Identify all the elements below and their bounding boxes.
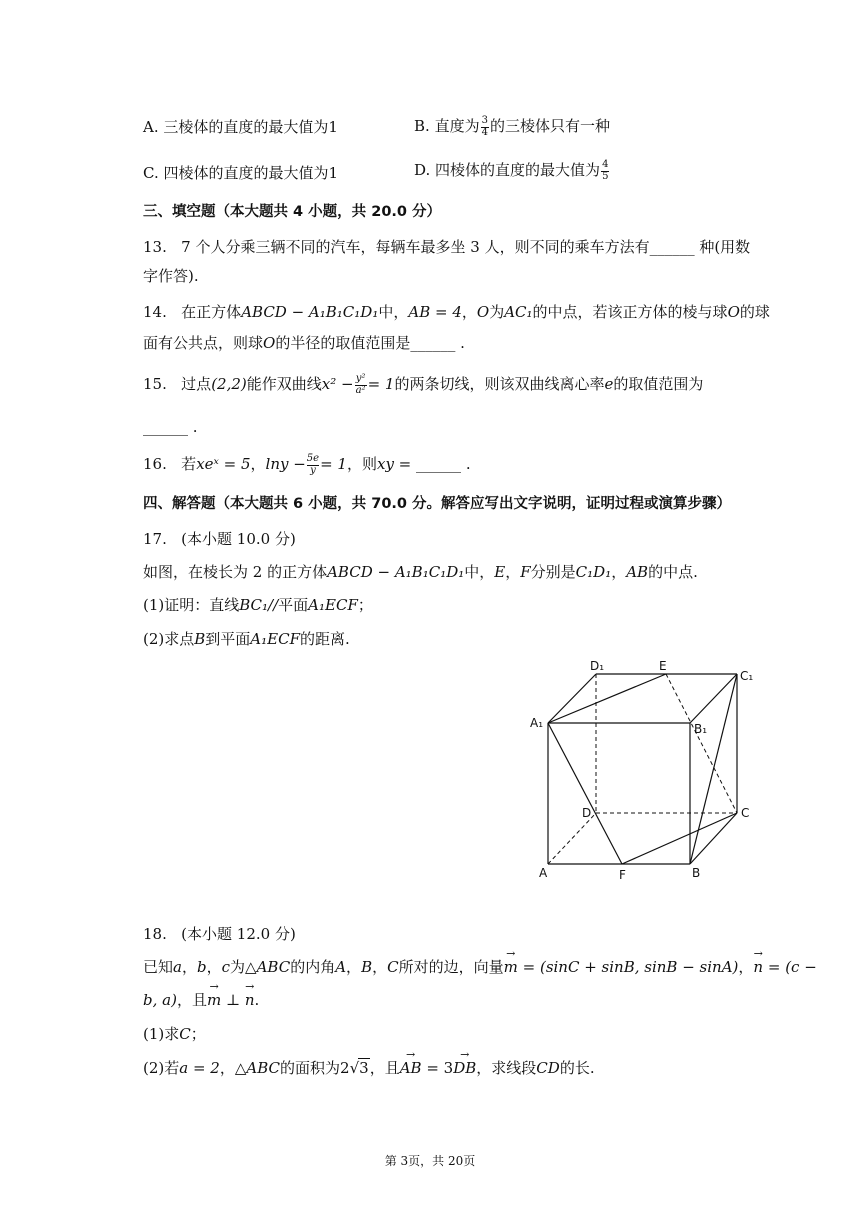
text: ， [250,455,266,473]
page-footer: 第 3页，共 20页 [384,1154,476,1168]
text: (2)若 [143,1059,180,1077]
text: ，且 [369,1059,400,1077]
text: 的长. [559,1059,595,1077]
edge-A1-D1 [548,674,596,723]
option-c [143,164,338,182]
question-number: 17. [143,530,167,548]
math: ABC [256,958,291,976]
question-18-line-1 [143,958,817,976]
label-D1: D₁ [590,659,605,673]
sqrt-symbol: √ [349,1059,360,1077]
text: 的中点，若该正方体的棱与球 [532,303,728,321]
option-b-text-2: 的三棱体只有一种 [489,117,610,135]
math: xy = [376,455,412,473]
text: 为△ [230,958,257,976]
option-b-text-1: 直度为 [434,117,480,135]
fraction [307,454,319,476]
text: ； [190,1025,206,1043]
vector-n: → n [753,958,763,976]
text: 的内角 [290,958,336,976]
option-a-letter: A. [143,118,159,136]
vector-AB: → AB [400,1059,422,1077]
text: 中， [378,303,409,321]
frac-numerator: y² [355,373,366,384]
math: E [494,563,506,581]
math: O [476,303,490,321]
label-C: C [741,806,750,820]
text: (1)求 [143,1025,180,1043]
option-c-text: 四棱体的直度的最大值为1 [163,164,339,182]
frac-denominator: 5 [602,170,609,182]
frac-numerator: 4 [602,159,609,170]
option-b-fraction [481,116,489,138]
math: O [263,334,276,352]
text: 能作双曲线 [246,375,322,393]
math: C [179,1025,191,1043]
label-B: B [692,866,701,880]
line-A1-F [548,723,622,864]
math: O [727,303,740,321]
option-d-fraction [601,160,609,182]
text: 所对的边，向量 [398,958,504,976]
text: ______ . [416,455,471,473]
text: ，△ [219,1059,247,1077]
question-18-line-2 [143,991,259,1009]
math: x² − [321,375,354,393]
vector-m: → m [207,991,221,1009]
text: 的球 [739,303,770,321]
edge-C-B [690,813,737,864]
question-number: 15. [143,375,167,393]
text: ， [346,958,362,976]
hidden-edge-A-D [548,813,596,864]
vector-DB: → DB [453,1059,476,1077]
text: 为 [489,303,505,321]
question-14-line-2 [143,334,465,352]
math: ABCD − A₁B₁C₁D₁ [241,303,379,321]
label-B1: B₁ [694,722,708,736]
text: . [254,991,260,1009]
text: 平面 [278,596,309,614]
math: = (sinC + sinB, sinB − sinA) [522,958,739,976]
question-18-header [143,925,296,943]
question-15-line-2: ______ . [143,418,198,436]
section-3-heading: 三、填空题（本大题共 4 小题，共 20.0 分） [143,204,442,220]
text: ， [206,958,222,976]
question-18-part-2 [143,1059,595,1077]
option-d [414,160,610,182]
math: ABCD − A₁B₁C₁D₁ [327,563,465,581]
question-17-header [143,530,296,548]
math: F [520,563,531,581]
question-15 [143,374,703,396]
text: 分别是 [530,563,576,581]
label-F: F [619,868,626,882]
label-D: D [582,806,592,820]
question-number: 13. [143,238,167,256]
edge-C1-B1 [690,674,737,723]
text: 的半径的取值范围是______ . [275,334,465,352]
question-number: 16. [143,455,167,473]
math: C₁D₁ [575,563,612,581]
question-14 [143,303,770,321]
line-F-C [622,813,737,864]
text: 的中点. [648,563,698,581]
math: = 3 [421,1059,454,1077]
math: a [173,958,182,976]
math: A₁ECF [308,596,358,614]
math: B [194,630,206,648]
option-a-text: 三棱体的直度的最大值为1 [163,118,338,136]
math: AB [626,563,649,581]
text: 若 [181,455,197,473]
option-d-letter: D. [414,161,431,179]
question-13 [143,238,750,256]
section-4-heading: 四、解答题（本大题共 6 小题，共 70.0 分。解答应写出文字说明，证明过程或演算步骤） [143,496,732,512]
math: AB = 4 [408,303,462,321]
question-13-line-2: 字作答). [143,267,199,285]
hidden-line-E-C [666,674,737,813]
question-text: 7 个人分乘三辆不同的汽车，每辆车最多坐 3 人，则不同的乘车方法有______ 种(用数 [181,238,751,256]
radicand: 3 [359,1059,369,1077]
question-16 [143,454,471,476]
text: ，且 [176,991,207,1009]
fraction [355,374,367,396]
question-number: 18. [143,925,167,943]
question-number: 14. [143,303,167,321]
text: ， [372,958,388,976]
frac-numerator: 5e [306,453,320,464]
text: (2)求点 [143,630,195,648]
math: = (c − [767,958,817,976]
label-A: A [539,866,548,880]
perp-symbol: ⊥ [221,991,245,1009]
text: 面有公共点，则球 [143,334,264,352]
label-E: E [659,659,667,673]
vector-n: → n [245,991,255,1009]
line-B-C1 [690,674,737,864]
math: lny − [265,455,306,473]
frac-denominator: a² [355,384,366,396]
math: A₁ECF [250,630,300,648]
text: (1)证明：直线 [143,596,240,614]
text: 的两条切线，则该双曲线离心率 [394,375,605,393]
math: 2 [340,1059,350,1077]
line-A1-E [548,674,666,723]
text: ， [181,958,197,976]
question-17-part-1 [143,596,373,614]
question-17-intro [143,563,698,581]
text: ； [357,596,373,614]
math: B [361,958,373,976]
option-d-text: 四棱体的直度的最大值为 [435,161,601,179]
math: A [335,958,347,976]
label-C1: C₁ [740,669,754,683]
text: 在正方体 [181,303,242,321]
label-A1: A₁ [530,716,544,730]
text: ， [461,303,477,321]
math: = 1 [320,455,347,473]
text: 的取值范围为 [613,375,704,393]
math: AC₁ [504,303,533,321]
math: a = 2 [179,1059,220,1077]
text: 已知 [143,958,174,976]
math: BC₁// [239,596,279,614]
option-b [414,116,610,138]
math: CD [536,1059,560,1077]
option-a [143,118,338,136]
option-b-letter: B. [414,117,430,135]
math: b, a) [143,991,177,1009]
text: 中， [464,563,495,581]
frac-numerator: 3 [481,115,488,126]
option-c-letter: C. [143,164,159,182]
text: 的面积为 [280,1059,341,1077]
math: b [196,958,207,976]
math: C [387,958,399,976]
text: ， [738,958,754,976]
text: ，则 [346,455,377,473]
text: 到平面 [205,630,251,648]
text: 的距离. [299,630,350,648]
text: 过点 [181,375,212,393]
question-18-part-1 [143,1025,206,1043]
question-17-part-2 [143,630,350,648]
math: = 1 [367,375,395,393]
text: ， [611,563,627,581]
frac-denominator: y [307,465,319,477]
question-score: (本小题 10.0 分) [181,530,296,548]
math: c [221,958,231,976]
question-score: (本小题 12.0 分) [181,925,296,943]
math: (2,2) [211,375,247,393]
vector-m: → m [504,958,518,976]
math: ABC [246,1059,281,1077]
text: 如图，在棱长为 2 的正方体 [143,563,328,581]
text: ，求线段 [476,1059,537,1077]
cube-figure [525,655,765,885]
frac-denominator: 4 [481,126,488,138]
text: ， [505,563,521,581]
math: xeˣ = 5 [196,455,251,473]
math: e [604,375,614,393]
